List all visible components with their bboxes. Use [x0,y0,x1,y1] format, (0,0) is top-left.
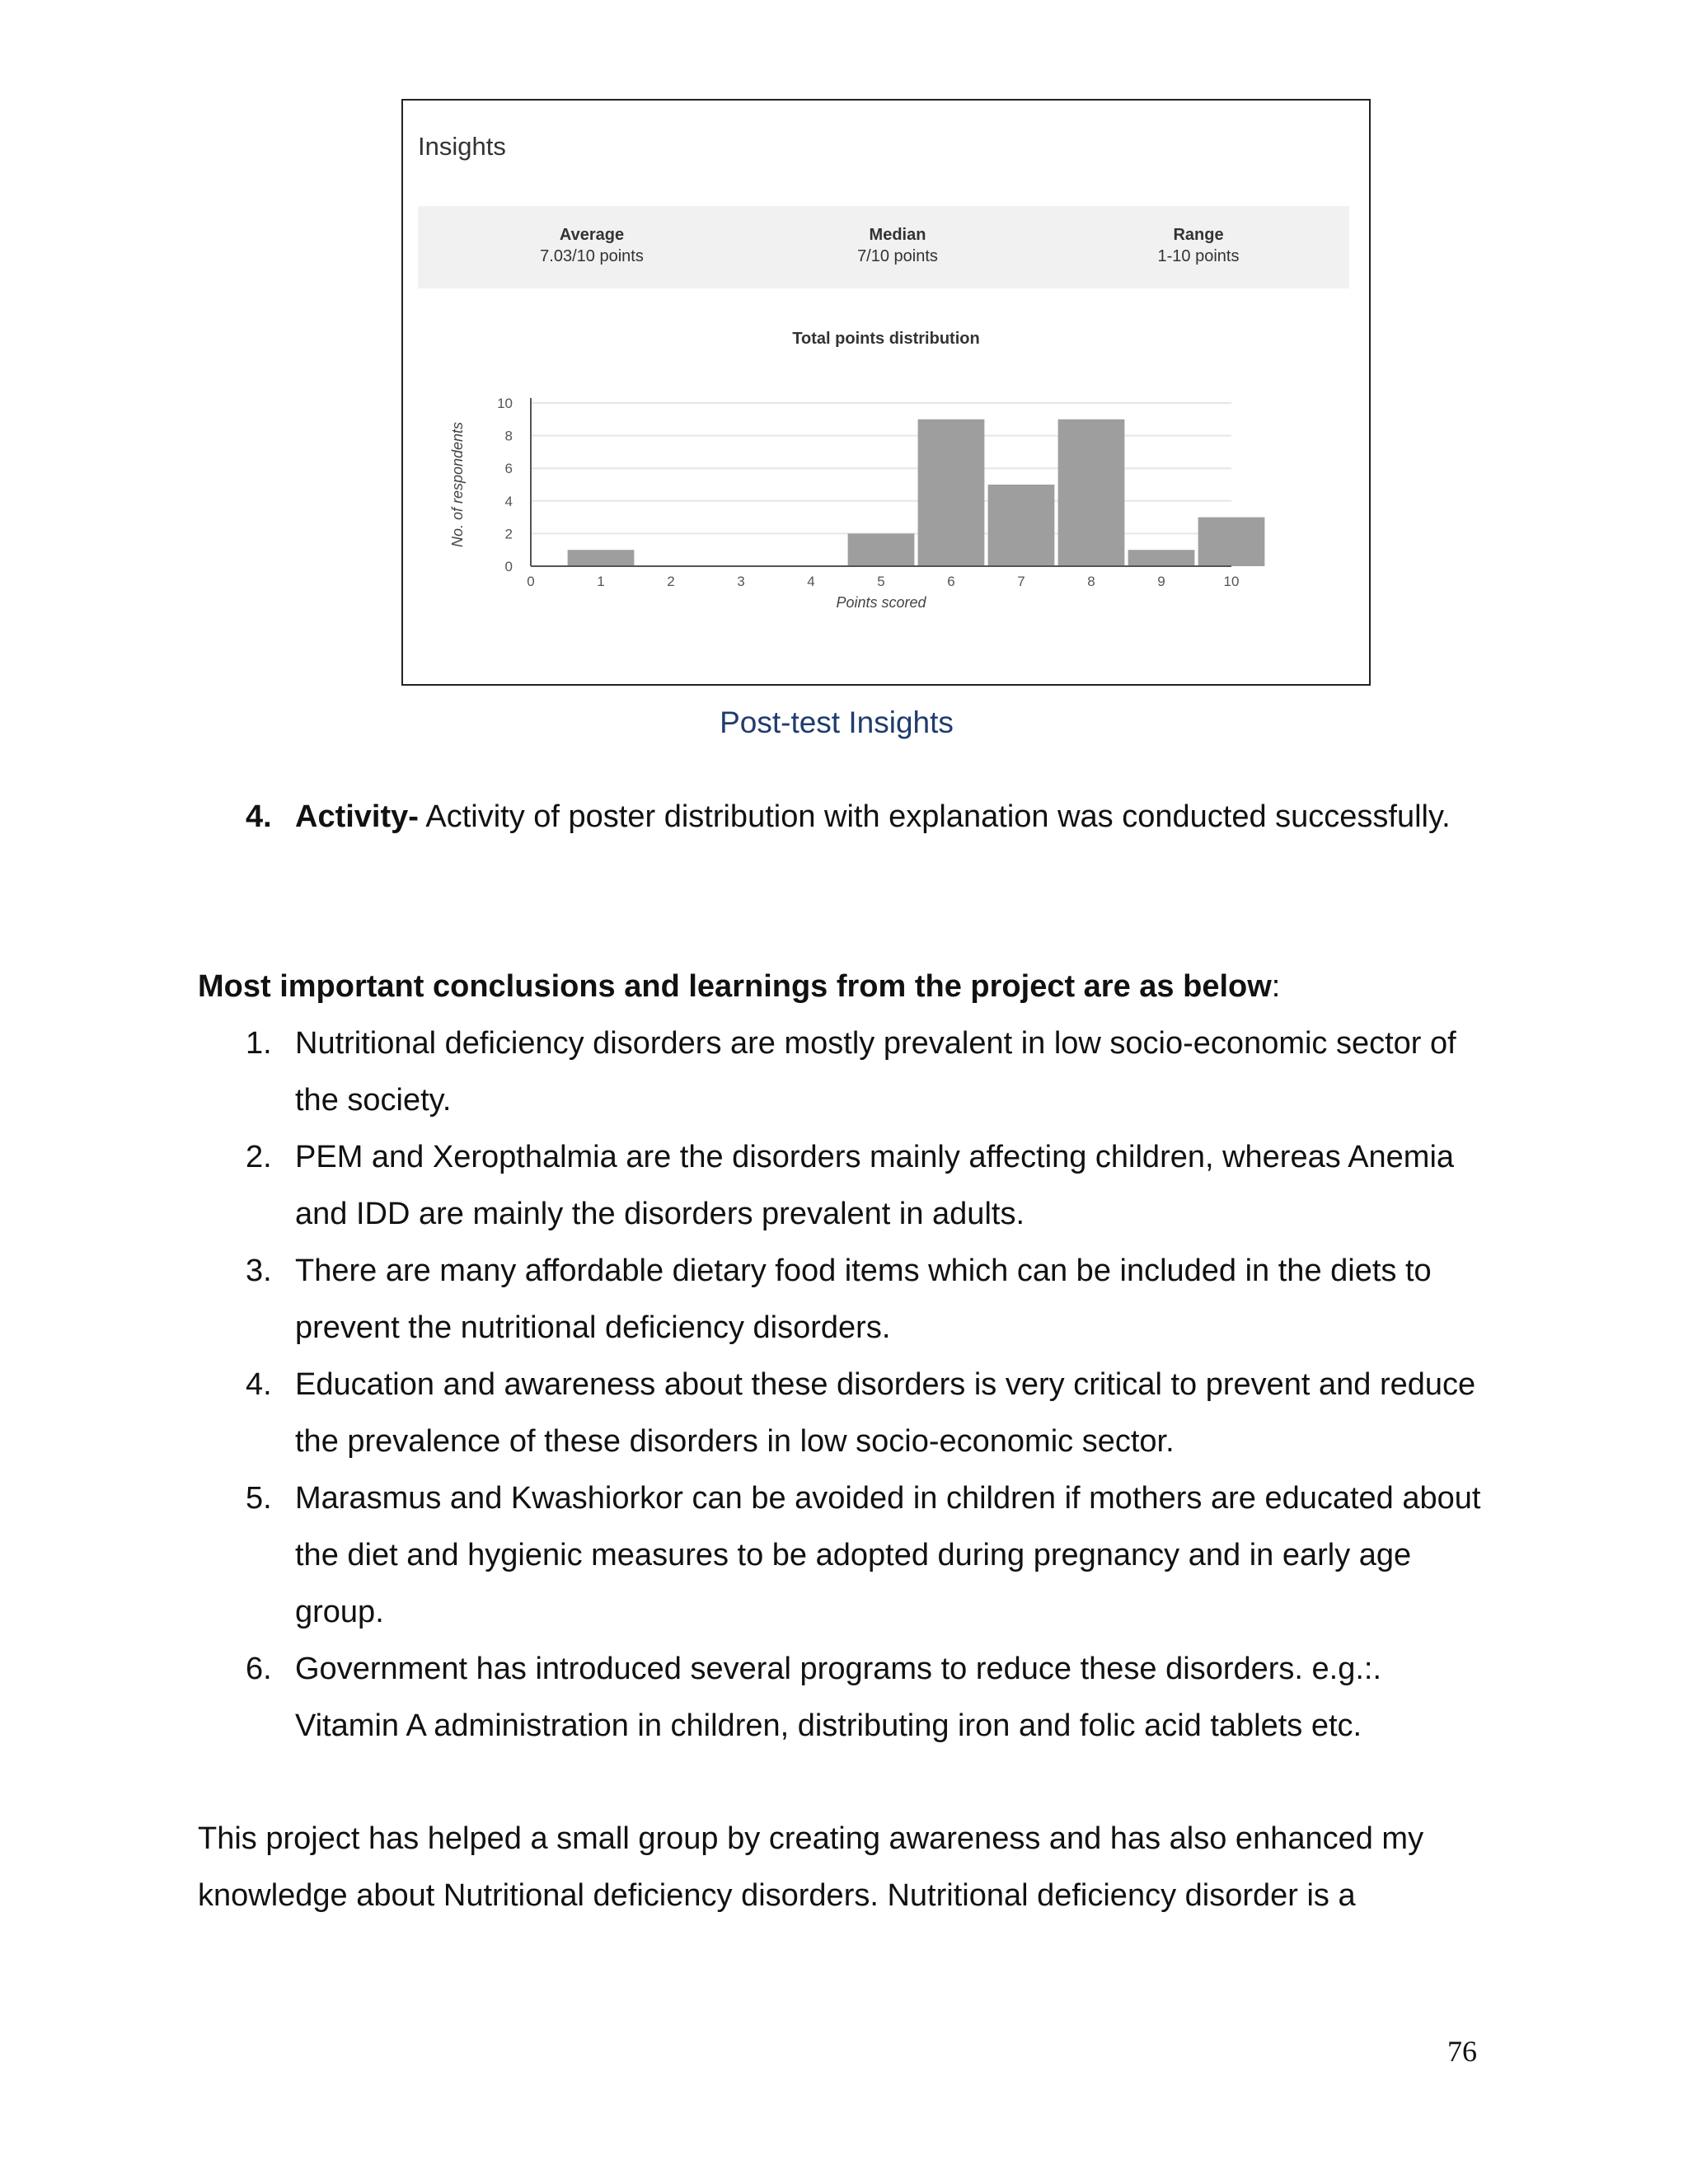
x-tick-label: 3 [737,574,745,589]
x-tick-label: 6 [947,574,955,589]
stat-median-label: Median [869,226,926,244]
list-item-text: There are many affordable dietary food items which can be included in the diets to prevent the nutritional deficiency disorders. [295,1254,1432,1345]
page-number: 76 [1447,2035,1477,2068]
bar [918,419,985,566]
conclusions-heading-text: Most important conclusions and learnings from the project are as below [198,969,1272,1004]
insights-figure [401,99,1371,686]
x-tick-label: 0 [527,574,535,589]
list-item [246,1357,1490,1470]
conclusions-heading-suffix: : [1271,969,1281,1004]
list-item [246,1470,1490,1641]
list-item-number: 3. [246,1254,272,1288]
stat-average-value: 7.03/10 points [540,247,644,265]
insights-title: Insights [418,132,506,161]
list-item-text: Education and awareness about these disorders is very critical to prevent and reduce the prevalence of these disorders in low socio-economic sector. [295,1367,1476,1459]
bar [568,550,635,566]
activity-lead: Activity- [295,799,419,834]
x-tick-label: 4 [807,574,815,589]
y-tick-label: 0 [504,559,513,574]
x-tick-label: 2 [667,574,675,589]
x-tick-label: 7 [1017,574,1025,589]
activity-text: Activity of poster distribution with explanation was conducted successfully. [418,799,1451,834]
y-tick-label: 4 [504,493,513,509]
y-tick-label: 10 [497,396,513,411]
activity-paragraph [246,789,1475,846]
x-tick-label: 5 [877,574,885,589]
list-item-text: Nutritional deficiency disorders are mostly prevalent in low socio-economic sector of the society. [295,1026,1456,1118]
list-item-number: 1. [246,1026,272,1061]
list-item [246,1015,1490,1129]
x-tick-label: 1 [597,574,605,589]
figure-caption: Post-test Insights [720,705,954,739]
conclusions-heading [198,958,1517,1015]
y-tick-label: 2 [504,526,513,542]
list-item [246,1129,1490,1243]
bar [1058,419,1125,566]
list-item [246,1641,1490,1755]
bar [848,533,915,566]
list-item-number: 2. [246,1140,272,1174]
stat-median-value: 7/10 points [857,247,938,265]
list-item-text: Marasmus and Kwashiorkor can be avoided in children if mothers are educated about the diet and hygienic measures to be adopted during pregnancy and in early age group. [295,1481,1481,1629]
x-tick-label: 8 [1087,574,1095,589]
activity-number: 4. [246,799,272,834]
y-axis-label: No. of respondents [449,421,466,548]
bar [988,485,1055,566]
y-tick-label: 8 [504,428,513,444]
x-axis-label: Points scored [836,594,926,611]
list-item-number: 6. [246,1652,272,1686]
conclusions-list [246,1015,1490,1755]
list-item-number: 5. [246,1481,272,1516]
stat-range-label: Range [1173,226,1224,244]
list-item-text: PEM and Xeropthalmia are the disorders mainly affecting children, whereas Anemia and IDD are mainly the disorders prevalent in adults. [295,1140,1455,1231]
closing-paragraph: This project has helped a small group by creating awareness and has also enhanced my knowledge about Nutritional deficiency disorders. Nutritional deficiency disorder is a [198,1821,1424,1913]
y-tick-label: 6 [504,461,513,477]
bar [1198,518,1265,566]
points-distribution-chart [403,101,1369,684]
chart-title: Total points distribution [792,330,980,348]
list-item-text: Government has introduced several programs to reduce these disorders. e.g.:. Vitamin A administration in children, distributing iron and folic acid tablets etc. [295,1652,1382,1743]
x-tick-label: 10 [1223,574,1240,589]
stat-range-value: 1-10 points [1157,247,1240,265]
list-item-number: 4. [246,1367,272,1402]
bar [1128,550,1195,566]
x-tick-label: 9 [1157,574,1165,589]
list-item [246,1243,1490,1357]
stat-average-label: Average [559,226,625,244]
